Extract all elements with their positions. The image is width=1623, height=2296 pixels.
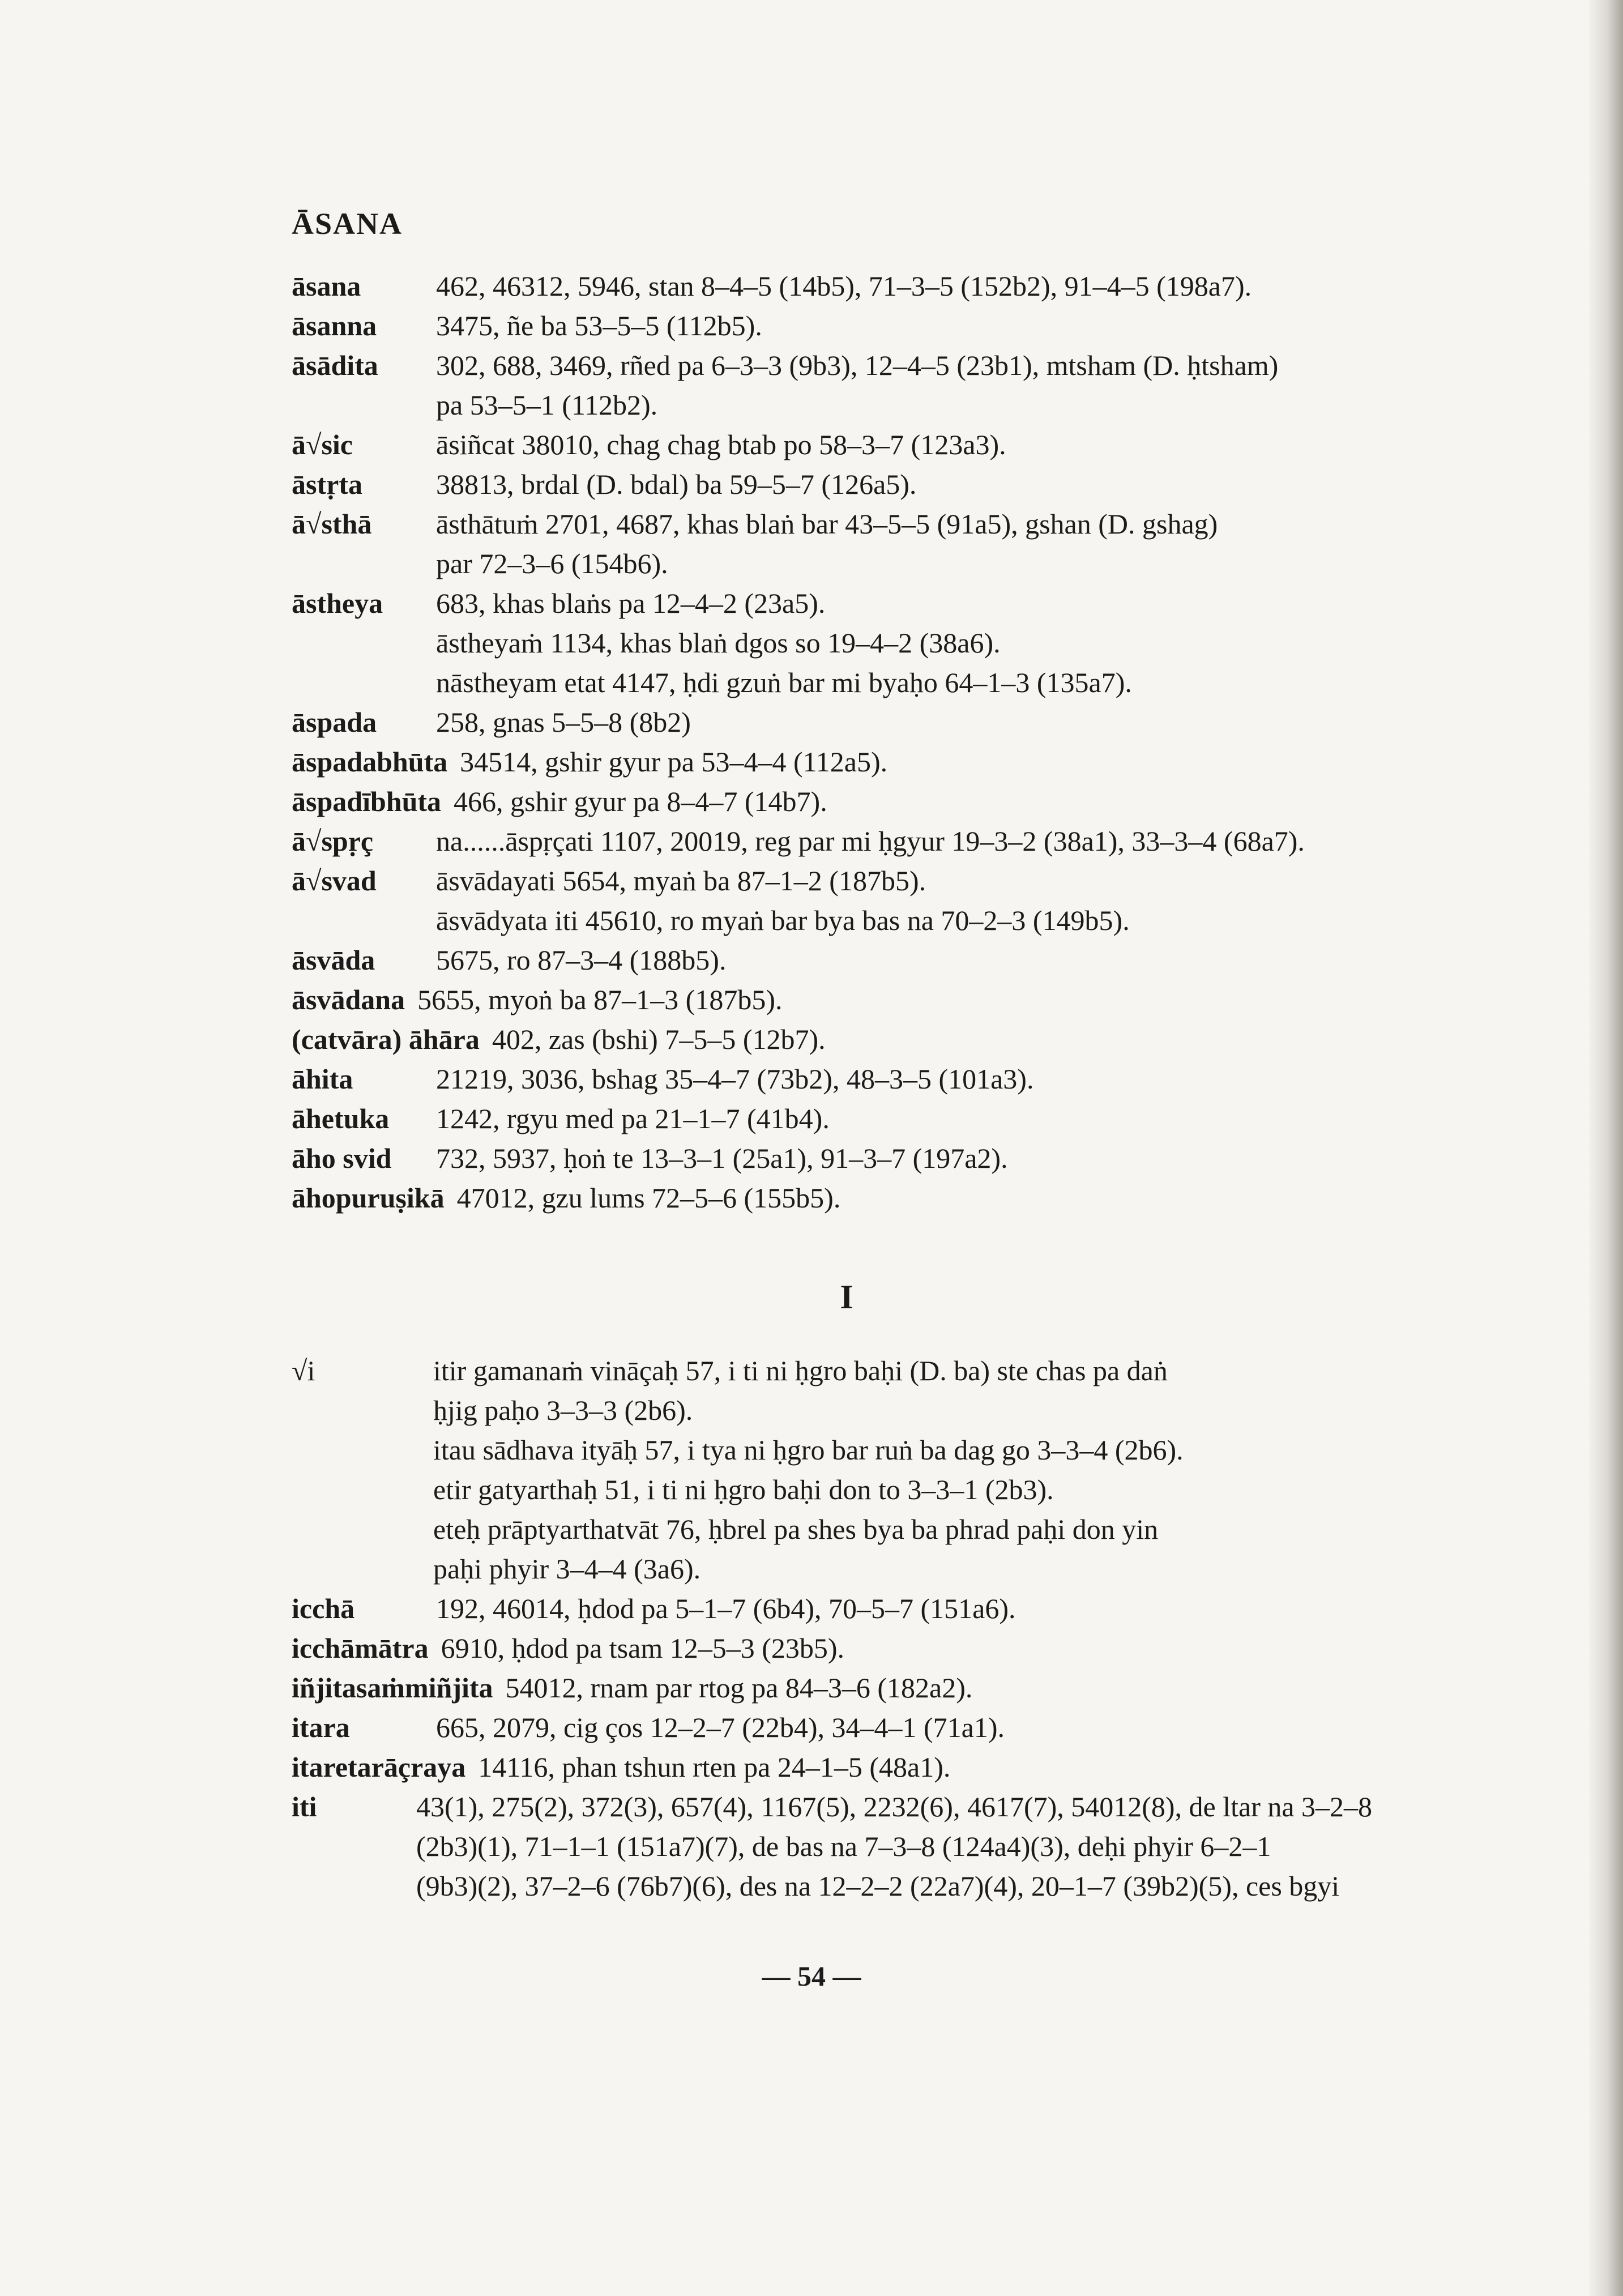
dictionary-entry xyxy=(292,1787,1402,1826)
entry-headword: āhetuka xyxy=(292,1103,390,1134)
entry-headword: icchā xyxy=(292,1593,355,1624)
entry-headword: ā√svad xyxy=(292,865,377,897)
entry-body: 258, gnas 5–5–8 (8b2) xyxy=(436,706,691,738)
dictionary-entry xyxy=(292,1019,1402,1059)
entry-headword: √i xyxy=(292,1355,315,1386)
entry-body: 665, 2079, cig ços 12–2–7 (22b4), 34–4–1 (71a1). xyxy=(436,1712,1005,1743)
page-edge xyxy=(1589,0,1623,2296)
entry-body: 1242, rgyu med pa 21–1–7 (41b4). xyxy=(436,1103,830,1134)
dictionary-entry xyxy=(292,425,1402,464)
entry-headword: iñjitasaṁmiñjita xyxy=(292,1672,493,1704)
entry-headword: iti xyxy=(292,1791,317,1823)
entry-headword: itaretarāçraya xyxy=(292,1751,466,1783)
dictionary-entry xyxy=(292,266,1402,306)
entry-body: 302, 688, 3469, rñed pa 6–3–3 (9b3), 12–4–5 (23b1), mtsham (D. ḥtsham) xyxy=(436,349,1279,381)
entry-body: 466, gshir gyur pa 8–4–7 (14b7). xyxy=(454,786,827,817)
entry-body: 732, 5937, ḥoṅ te 13–3–1 (25a1), 91–3–7 (197a2). xyxy=(436,1142,1008,1174)
entry-body: 402, zas (bshi) 7–5–5 (12b7). xyxy=(492,1023,826,1055)
letter-heading: I xyxy=(840,1278,853,1316)
entry-body: 5655, myoṅ ba 87–1–3 (187b5). xyxy=(417,984,783,1015)
entry-headword: ā√spṛç xyxy=(292,825,374,857)
dictionary-entry xyxy=(292,1747,1402,1787)
entry-headword: āstheya xyxy=(292,587,383,619)
dictionary-entry xyxy=(292,940,1402,980)
entry-subline: itau sādhava ityāḥ 57, i tya ni ḥgro bar ruṅ ba dag go 3–3–4 (2b6). xyxy=(433,1434,1184,1466)
dictionary-page xyxy=(292,204,1402,1906)
entry-body: 462, 46312, 5946, stan 8–4–5 (14b5), 71–3–5 (152b2), 91–4–5 (198a7). xyxy=(436,270,1252,302)
dictionary-entry xyxy=(292,345,1402,385)
entry-headword: āsvāda xyxy=(292,944,375,976)
entry-body: 21219, 3036, bshag 35–4–7 (73b2), 48–3–5 (101a3). xyxy=(436,1063,1034,1095)
entry-headword: ā√sic xyxy=(292,429,353,460)
dictionary-entry xyxy=(292,1099,1402,1138)
dictionary-entry xyxy=(292,1059,1402,1099)
page-number: — 54 — xyxy=(762,1960,861,1992)
entries-i xyxy=(292,1589,1402,1787)
entry-headword: āspadabhūta xyxy=(292,746,448,778)
entry-subline: āstheyaṁ 1134, khas blaṅ dgos so 19–4–2 (38a6). xyxy=(436,627,1001,659)
entry-body: 54012, rnam par rtog pa 84–3–6 (182a2). xyxy=(505,1672,973,1704)
entry-headword: āspada xyxy=(292,706,377,738)
entries-a xyxy=(292,266,1402,1218)
dictionary-entry xyxy=(292,583,1402,623)
entry-body: 38813, brdal (D. bdal) ba 59–5–7 (126a5). xyxy=(436,468,917,500)
dictionary-entry xyxy=(292,1708,1402,1747)
dictionary-entry xyxy=(292,782,1402,821)
entry-body: 14116, phan tshun rten pa 24–1–5 (48a1). xyxy=(478,1751,951,1783)
entry-body: 5675, ro 87–3–4 (188b5). xyxy=(436,944,727,976)
dictionary-entry xyxy=(292,1351,1402,1390)
dictionary-entry xyxy=(292,821,1402,861)
entry-subline: etir gatyarthaḥ 51, i ti ni ḥgro baḥi don to 3–3–1 (2b3). xyxy=(433,1474,1054,1505)
entry-body: 47012, gzu lums 72–5–6 (155b5). xyxy=(456,1182,841,1214)
entry-headword: icchāmātra xyxy=(292,1632,429,1664)
dictionary-entry xyxy=(292,1178,1402,1218)
dictionary-entry xyxy=(292,1138,1402,1178)
dictionary-entry xyxy=(292,504,1402,544)
entry-continuation: (9b3)(2), 37–2–6 (76b7)(6), des na 12–2–2 (22a7)(4), 20–1–7 (39b2)(5), ces bgyi xyxy=(416,1870,1340,1902)
entry-headword: āsana xyxy=(292,270,361,302)
dictionary-entry xyxy=(292,464,1402,504)
entry-headword: āho svid xyxy=(292,1142,392,1174)
entry-body: 3475, ñe ba 53–5–5 (112b5). xyxy=(436,310,762,342)
entry-continuation: ḥjig paḥo 3–3–3 (2b6). xyxy=(433,1394,693,1426)
entry-subline: nāstheyam etat 4147, ḥdi gzuṅ bar mi byaḥo 64–1–3 (135a7). xyxy=(436,667,1132,698)
entry-headword: āsanna xyxy=(292,310,377,342)
entry-body: 43(1), 275(2), 372(3), 657(4), 1167(5), 2232(6), 4617(7), 54012(8), de ltar na 3–2–8 xyxy=(416,1791,1373,1823)
entry-headword: āsādita xyxy=(292,349,378,381)
entry-body: itir gamanaṁ vināçaḥ 57, i ti ni ḥgro baḥi (D. ba) ste chas pa daṅ xyxy=(433,1355,1168,1386)
entry-headword: āstṛta xyxy=(292,468,362,500)
dictionary-entry xyxy=(292,861,1402,901)
entry-continuation: par 72–3–6 (154b6). xyxy=(436,548,668,579)
entry-headword: āhita xyxy=(292,1063,353,1095)
entry-headword: āsvādana xyxy=(292,984,405,1015)
dictionary-entry xyxy=(292,1668,1402,1708)
dictionary-entry xyxy=(292,306,1402,345)
dictionary-entry xyxy=(292,702,1402,742)
entry-body: 6910, ḥdod pa tsam 12–5–3 (23b5). xyxy=(441,1632,845,1664)
dictionary-entry xyxy=(292,742,1402,782)
dictionary-entry xyxy=(292,1628,1402,1668)
entry-subline: eteḥ prāptyarthatvāt 76, ḥbrel pa shes bya ba phrad paḥi don yin xyxy=(433,1513,1159,1545)
entry-body: 683, khas blaṅs pa 12–4–2 (23a5). xyxy=(436,587,826,619)
entry-headword: āspadībhūta xyxy=(292,786,442,817)
entry-subline: āsvādyata iti 45610, ro myaṅ bar bya bas na 70–2–3 (149b5). xyxy=(436,904,1130,936)
entry-body: na......āspṛçati 1107, 20019, reg par mi ḥgyur 19–3–2 (38a1), 33–3–4 (68a7). xyxy=(436,825,1305,857)
dictionary-entry xyxy=(292,980,1402,1019)
entry-body: 34514, gshir gyur pa 53–4–4 (112a5). xyxy=(460,746,888,778)
entry-body: 192, 46014, ḥdod pa 5–1–7 (6b4), 70–5–7 (151a6). xyxy=(436,1593,1016,1624)
section-title: ĀSANA xyxy=(292,207,403,241)
entry-continuation: pa 53–5–1 (112b2). xyxy=(436,389,658,421)
entry-headword: (catvāra) āhāra xyxy=(292,1023,480,1055)
entry-headword: āhopuruṣikā xyxy=(292,1182,445,1214)
entries-i-section xyxy=(292,1351,1402,1589)
entry-body: āsthātuṁ 2701, 4687, khas blaṅ bar 43–5–5 (91a5), gshan (D. gshag) xyxy=(436,508,1218,540)
entry-body: āsvādayati 5654, myaṅ ba 87–1–2 (187b5). xyxy=(436,865,926,897)
dictionary-entry xyxy=(292,1589,1402,1628)
entry-headword: ā√sthā xyxy=(292,508,372,540)
entry-headword: itara xyxy=(292,1712,350,1743)
entry-body: āsiñcat 38010, chag chag btab po 58–3–7 (123a3). xyxy=(436,429,1006,460)
entry-continuation: (2b3)(1), 71–1–1 (151a7)(7), de bas na 7–3–8 (124a4)(3), deḥi phyir 6–2–1 xyxy=(416,1830,1271,1862)
entry-subline: paḥi phyir 3–4–4 (3a6). xyxy=(433,1553,701,1585)
